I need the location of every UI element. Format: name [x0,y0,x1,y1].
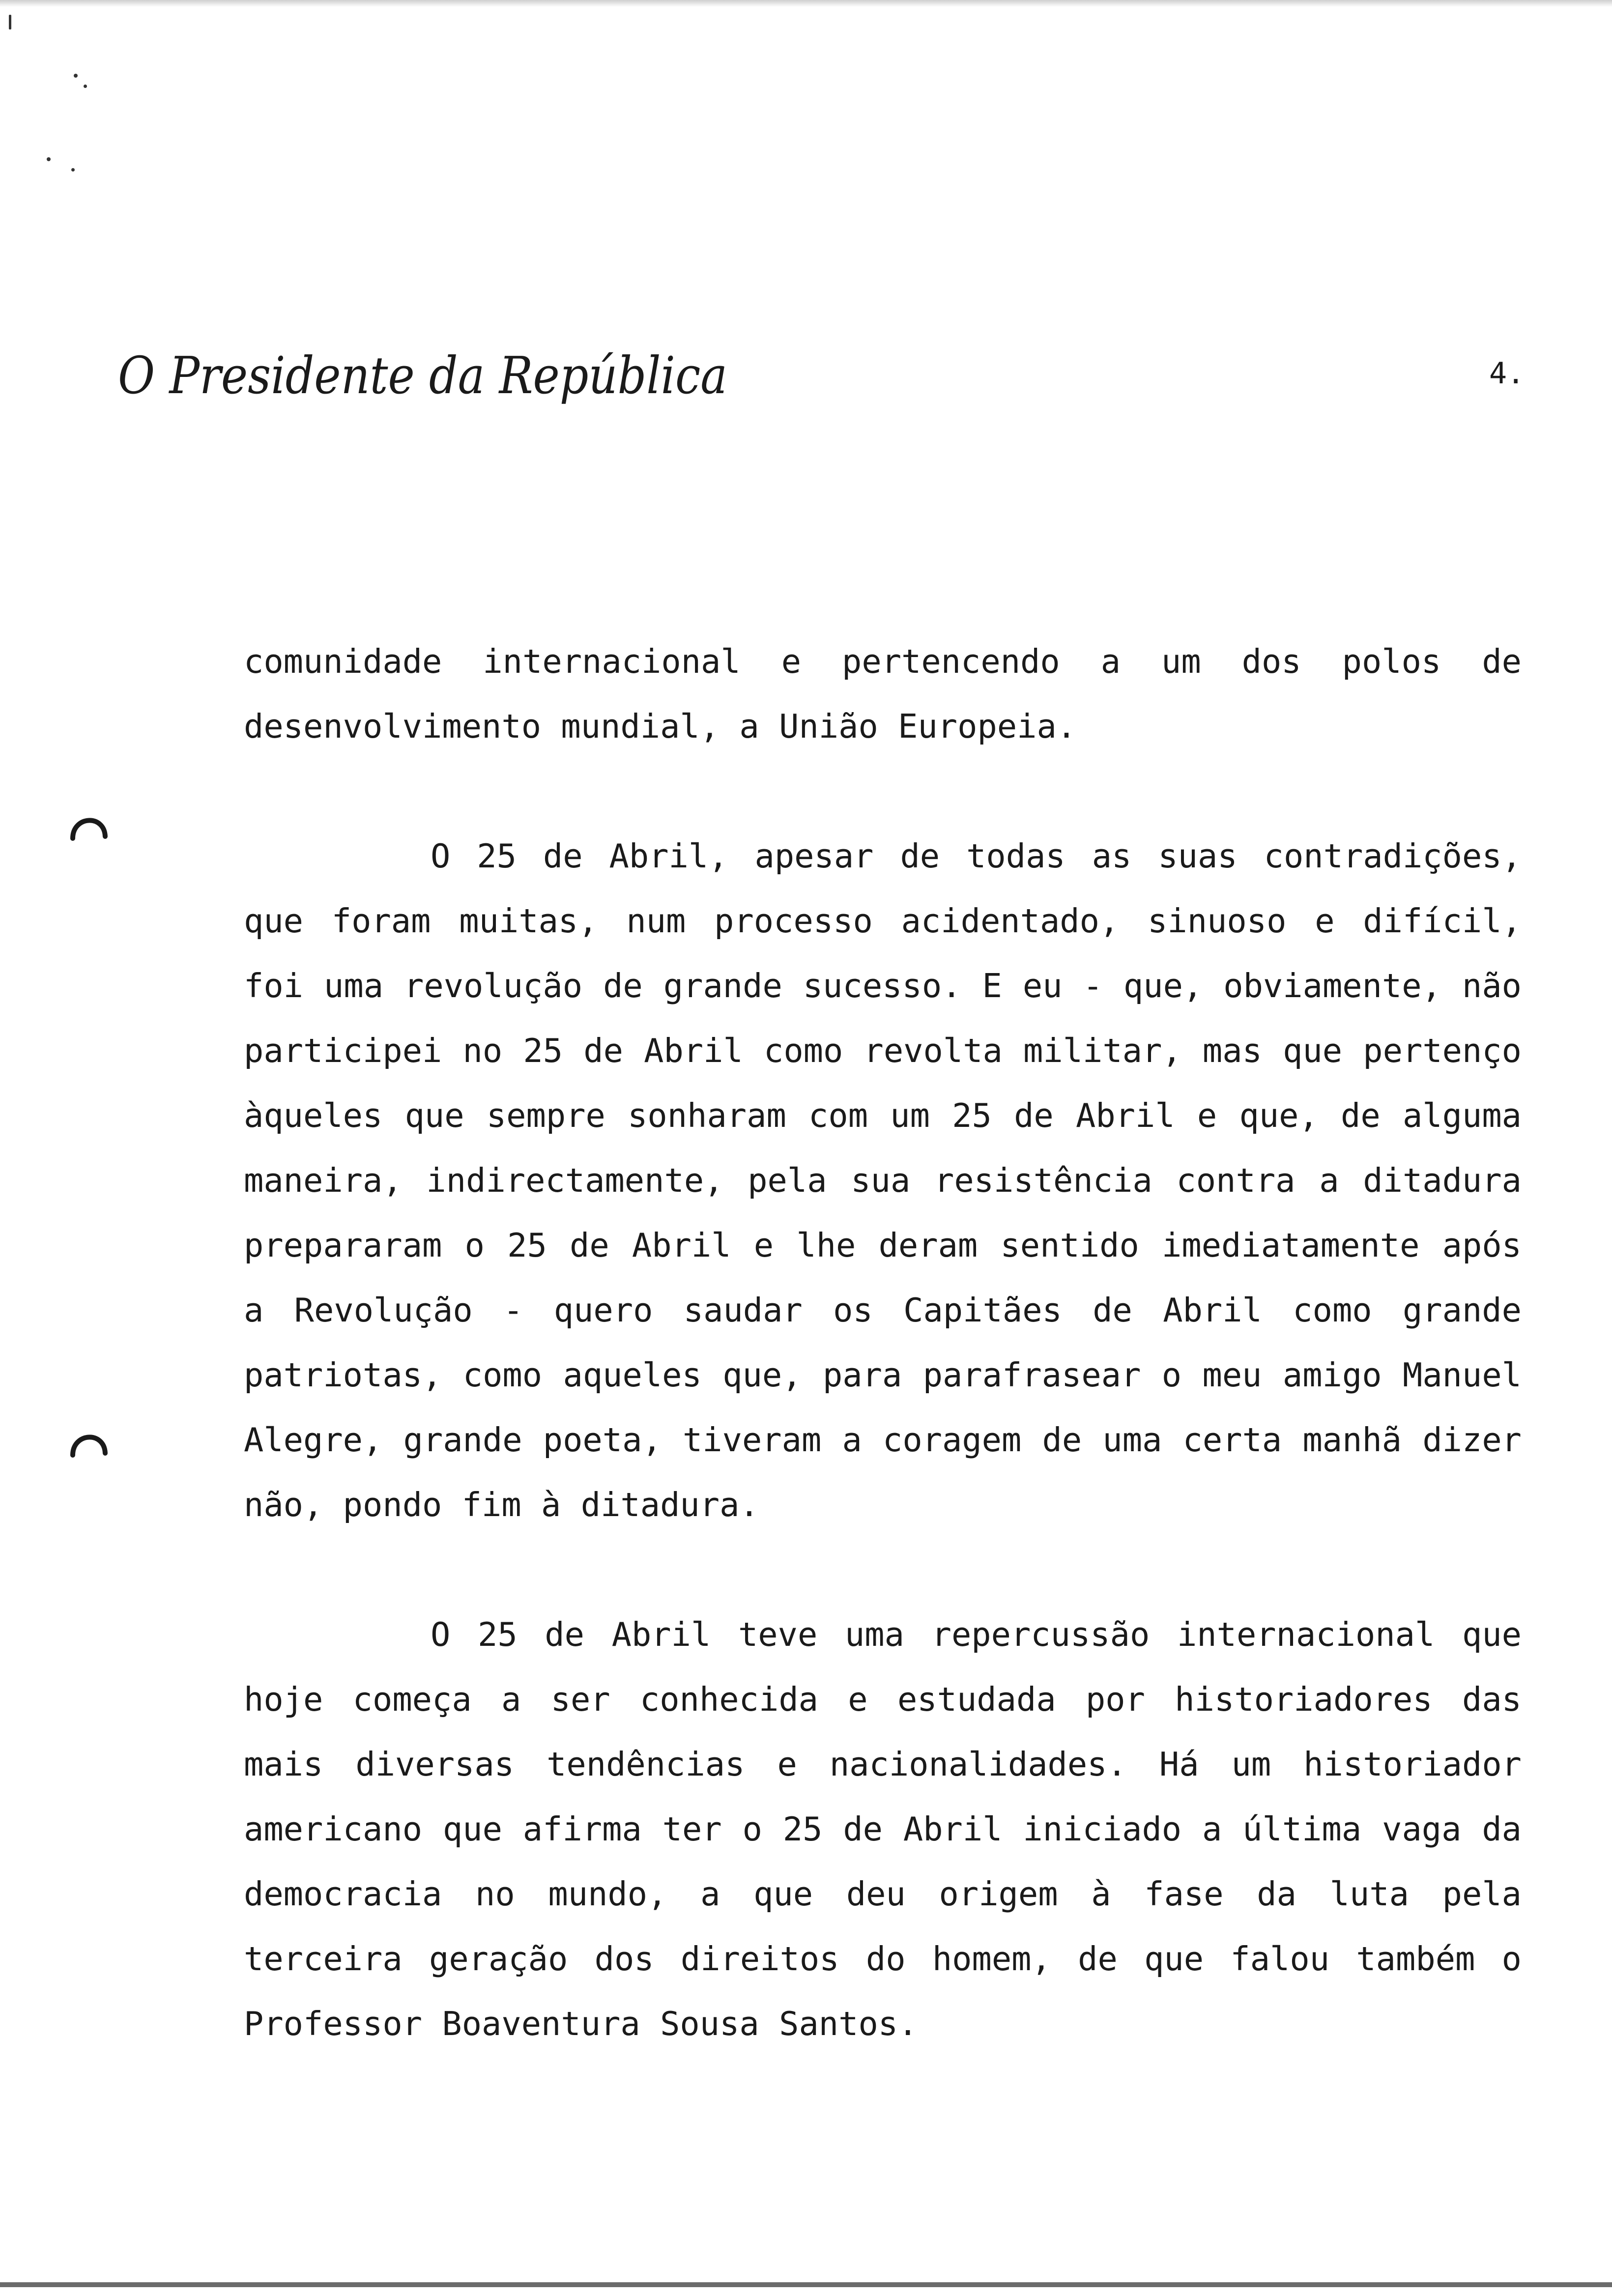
scan-speck [74,74,78,78]
scan-edge-bottom [0,2282,1612,2287]
scan-speck [47,157,51,161]
document-body [244,629,1522,2121]
scan-edge-top [0,0,1612,7]
scan-speck [71,168,75,172]
scan-speck [84,85,87,88]
paragraph: comunidade internacional e pertencendo a um dos polos de desenvolvimento mundial, a União Europeia. [244,642,1522,746]
letterhead-title: O Presidente da República [118,345,727,405]
page-number: 4. [1489,356,1525,391]
binder-hole-mark [69,811,108,840]
scan-speck [9,15,11,29]
paragraph: O 25 de Abril, apesar de todas as suas contradições, que foram muitas, num processo acidentado, sinuoso e difícil, foi uma revolução de grande sucesso. E eu - que, obviamente, não participei no 25 de Abril como revolta militar, mas que pertenço àqueles que sempre sonharam com um 25 de Abril e que, de alguma maneira, indirectamente, pela sua resistência contra a ditadura prepararam o 25 de Abril e lhe deram sentido imediatamente após a Revolução - quero saudar os Capitães de Abril como grande patriotas, como aqueles que, para parafrasear o meu amigo Manuel Alegre, grande poeta, tiveram a coragem de uma certa manhã dizer não, pondo fim à ditadura. [244,837,1522,1524]
binder-hole-mark [69,1428,108,1457]
letterhead-script-logo [118,339,732,418]
letterhead [118,339,732,418]
paragraph: O 25 de Abril teve uma repercussão internacional que hoje começa a ser conhecida e estudada por historiadores das mais diversas tendências e nacionalidades. Há um historiador americano que afirma ter o 25 de Abril iniciado a última vaga da democracia no mundo, a que deu origem à fase da luta pela terceira geração dos direitos do homem, de que falou também o Professor Boaventura Sousa Santos. [244,1615,1522,2043]
